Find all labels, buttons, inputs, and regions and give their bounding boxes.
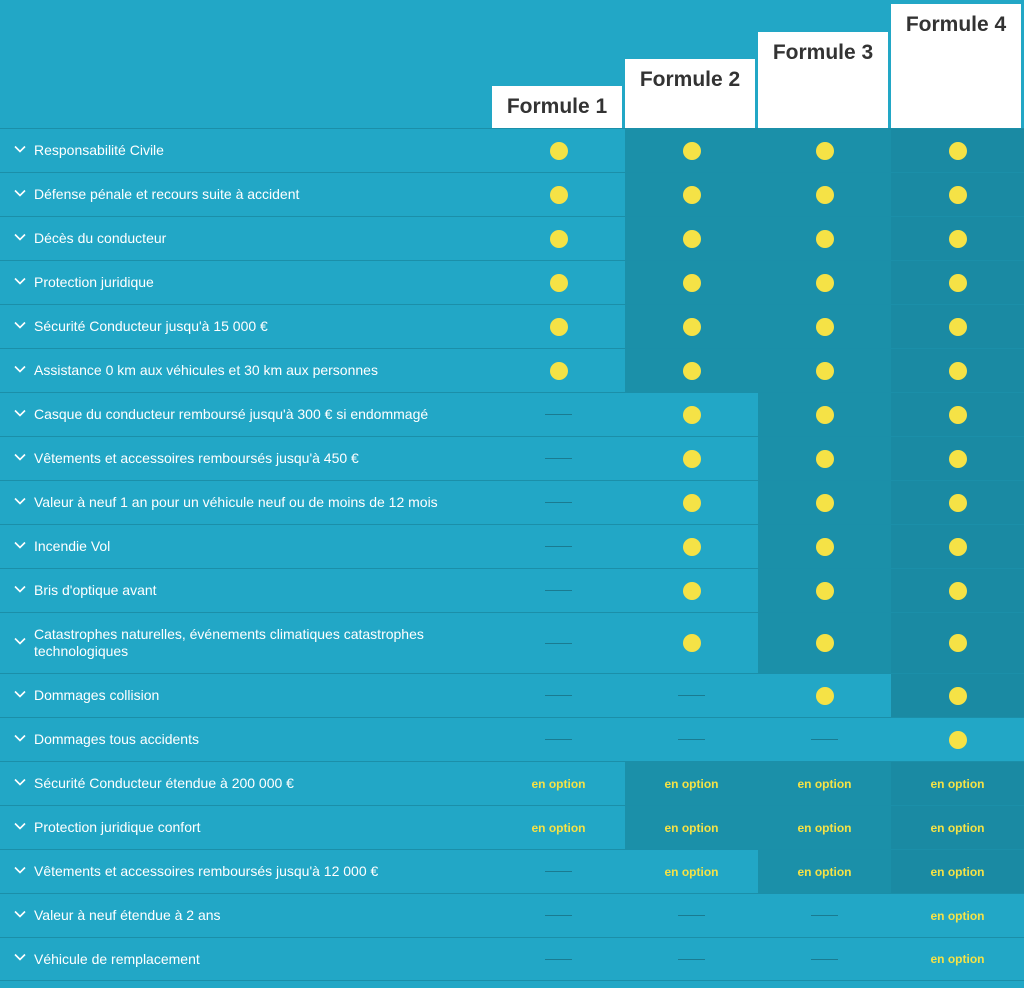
included-dot bbox=[949, 274, 967, 292]
included-dot bbox=[683, 494, 701, 512]
row-label-text: Décès du conducteur bbox=[34, 230, 167, 246]
cell-formule-1 bbox=[492, 217, 625, 260]
chevron-down-icon[interactable] bbox=[13, 186, 27, 200]
chevron-down-icon[interactable] bbox=[13, 907, 27, 921]
option-label: en option bbox=[797, 820, 852, 835]
row-label-text: Responsabilité Civile bbox=[34, 142, 164, 158]
not-included-dash bbox=[545, 546, 572, 547]
included-dot bbox=[683, 538, 701, 556]
cell-formule-1 bbox=[492, 762, 625, 805]
cell-formule-1 bbox=[492, 261, 625, 304]
cell-formule-4 bbox=[891, 806, 1024, 849]
row-label-text: Casque du conducteur remboursé jusqu'à 300 € si endommagé bbox=[34, 406, 429, 422]
included-dot bbox=[683, 450, 701, 468]
not-included-dash bbox=[811, 915, 838, 916]
cell-formule-4 bbox=[891, 349, 1024, 392]
cell-formule-3 bbox=[758, 129, 891, 172]
row-label-text: Valeur à neuf 1 an pour un véhicule neuf ou de moins de 12 mois bbox=[34, 494, 438, 510]
not-included-dash bbox=[678, 695, 705, 696]
formula-header-4[interactable]: Formule 4 bbox=[891, 4, 1021, 128]
included-dot bbox=[949, 582, 967, 600]
cell-formule-3 bbox=[758, 393, 891, 436]
table-row[interactable] bbox=[0, 893, 1024, 937]
option-label: en option bbox=[664, 776, 719, 791]
cell-formule-2 bbox=[625, 613, 758, 673]
included-dot bbox=[949, 406, 967, 424]
row-label-text: Protection juridique confort bbox=[34, 819, 201, 835]
cell-formule-1 bbox=[492, 481, 625, 524]
row-label[interactable] bbox=[0, 850, 492, 893]
cell-formule-4 bbox=[891, 261, 1024, 304]
cell-formule-3 bbox=[758, 894, 891, 937]
included-dot bbox=[550, 230, 568, 248]
chevron-down-icon[interactable] bbox=[13, 230, 27, 244]
cell-formule-1 bbox=[492, 569, 625, 612]
included-dot bbox=[683, 186, 701, 204]
cell-formule-3 bbox=[758, 525, 891, 568]
cell-formule-2 bbox=[625, 305, 758, 348]
cell-formule-2 bbox=[625, 217, 758, 260]
table-row[interactable] bbox=[0, 128, 1024, 172]
option-label: en option bbox=[664, 864, 719, 879]
included-dot bbox=[550, 318, 568, 336]
included-dot bbox=[949, 450, 967, 468]
cell-formule-4 bbox=[891, 613, 1024, 673]
cell-formule-1 bbox=[492, 305, 625, 348]
cell-formule-2 bbox=[625, 349, 758, 392]
cell-formule-3 bbox=[758, 674, 891, 717]
cell-formule-4 bbox=[891, 437, 1024, 480]
cell-formule-3 bbox=[758, 850, 891, 893]
included-dot bbox=[683, 582, 701, 600]
included-dot bbox=[683, 406, 701, 424]
option-label: en option bbox=[930, 908, 985, 923]
not-included-dash bbox=[545, 695, 572, 696]
included-dot bbox=[816, 142, 834, 160]
chevron-down-icon[interactable] bbox=[13, 863, 27, 877]
chevron-down-icon[interactable] bbox=[13, 274, 27, 288]
included-dot bbox=[949, 731, 967, 749]
chevron-down-icon[interactable] bbox=[13, 687, 27, 701]
row-label-text: Bris d'optique avant bbox=[34, 582, 157, 598]
row-label-text: Sécurité Conducteur étendue à 200 000 € bbox=[34, 775, 294, 791]
cell-formule-2 bbox=[625, 762, 758, 805]
table-row[interactable] bbox=[0, 524, 1024, 568]
coverage-table bbox=[0, 128, 1024, 981]
cell-formule-4 bbox=[891, 674, 1024, 717]
row-label[interactable] bbox=[0, 437, 492, 480]
option-label: en option bbox=[531, 820, 586, 835]
row-label-text: Incendie Vol bbox=[34, 538, 111, 554]
cell-formule-1 bbox=[492, 806, 625, 849]
chevron-down-icon[interactable] bbox=[13, 819, 27, 833]
row-label[interactable] bbox=[0, 129, 492, 172]
chevron-down-icon[interactable] bbox=[13, 362, 27, 376]
table-row[interactable] bbox=[0, 216, 1024, 260]
included-dot bbox=[816, 538, 834, 556]
cell-formule-4 bbox=[891, 762, 1024, 805]
row-label[interactable] bbox=[0, 261, 492, 304]
table-row[interactable] bbox=[0, 612, 1024, 673]
included-dot bbox=[949, 494, 967, 512]
table-row[interactable] bbox=[0, 568, 1024, 612]
cell-formule-4 bbox=[891, 393, 1024, 436]
cell-formule-1 bbox=[492, 894, 625, 937]
cell-formule-4 bbox=[891, 718, 1024, 761]
cell-formule-1 bbox=[492, 525, 625, 568]
cell-formule-1 bbox=[492, 393, 625, 436]
formula-header-2[interactable]: Formule 2 bbox=[625, 59, 755, 128]
row-label[interactable] bbox=[0, 806, 492, 849]
cell-formule-4 bbox=[891, 894, 1024, 937]
table-row[interactable] bbox=[0, 761, 1024, 805]
chevron-down-icon[interactable] bbox=[13, 494, 27, 508]
cell-formule-1 bbox=[492, 718, 625, 761]
table-row[interactable] bbox=[0, 849, 1024, 893]
row-label[interactable] bbox=[0, 894, 492, 937]
cell-formule-2 bbox=[625, 894, 758, 937]
cell-formule-3 bbox=[758, 261, 891, 304]
included-dot bbox=[816, 406, 834, 424]
row-label-text: Sécurité Conducteur jusqu'à 15 000 € bbox=[34, 318, 268, 334]
row-label[interactable] bbox=[0, 481, 492, 524]
cell-formule-3 bbox=[758, 938, 891, 980]
included-dot bbox=[550, 186, 568, 204]
table-row[interactable] bbox=[0, 172, 1024, 216]
cell-formule-1 bbox=[492, 437, 625, 480]
not-included-dash bbox=[678, 739, 705, 740]
not-included-dash bbox=[545, 502, 572, 503]
chevron-down-icon[interactable] bbox=[13, 450, 27, 464]
table-row[interactable] bbox=[0, 348, 1024, 392]
included-dot bbox=[816, 494, 834, 512]
table-row[interactable] bbox=[0, 673, 1024, 717]
cell-formule-2 bbox=[625, 525, 758, 568]
cell-formule-1 bbox=[492, 674, 625, 717]
included-dot bbox=[949, 538, 967, 556]
cell-formule-3 bbox=[758, 349, 891, 392]
not-included-dash bbox=[545, 871, 572, 872]
not-included-dash bbox=[545, 739, 572, 740]
row-label[interactable] bbox=[0, 613, 492, 673]
cell-formule-3 bbox=[758, 173, 891, 216]
cell-formule-2 bbox=[625, 850, 758, 893]
included-dot bbox=[683, 362, 701, 380]
included-dot bbox=[949, 186, 967, 204]
included-dot bbox=[816, 634, 834, 652]
cell-formule-2 bbox=[625, 129, 758, 172]
option-label: en option bbox=[797, 776, 852, 791]
cell-formule-3 bbox=[758, 481, 891, 524]
table-row[interactable] bbox=[0, 805, 1024, 849]
included-dot bbox=[949, 142, 967, 160]
included-dot bbox=[816, 318, 834, 336]
cell-formule-4 bbox=[891, 569, 1024, 612]
cell-formule-2 bbox=[625, 569, 758, 612]
row-label[interactable] bbox=[0, 525, 492, 568]
cell-formule-4 bbox=[891, 173, 1024, 216]
cell-formule-4 bbox=[891, 129, 1024, 172]
row-label[interactable] bbox=[0, 762, 492, 805]
row-label-text: Protection juridique bbox=[34, 274, 154, 290]
included-dot bbox=[816, 230, 834, 248]
included-dot bbox=[949, 318, 967, 336]
cell-formule-3 bbox=[758, 718, 891, 761]
row-label-text: Vêtements et accessoires remboursés jusqu'à 12 000 € bbox=[34, 863, 379, 879]
chevron-down-icon[interactable] bbox=[13, 731, 27, 745]
row-label[interactable] bbox=[0, 674, 492, 717]
included-dot bbox=[949, 687, 967, 705]
row-label[interactable] bbox=[0, 305, 492, 348]
formula-headers bbox=[0, 0, 1024, 128]
cell-formule-1 bbox=[492, 173, 625, 216]
not-included-dash bbox=[545, 915, 572, 916]
included-dot bbox=[683, 634, 701, 652]
option-label: en option bbox=[797, 864, 852, 879]
chevron-down-icon[interactable] bbox=[13, 634, 27, 648]
cell-formule-4 bbox=[891, 217, 1024, 260]
formula-header-1[interactable]: Formule 1 bbox=[492, 86, 622, 128]
included-dot bbox=[683, 274, 701, 292]
cell-formule-4 bbox=[891, 481, 1024, 524]
not-included-dash bbox=[545, 414, 572, 415]
cell-formule-2 bbox=[625, 806, 758, 849]
cell-formule-1 bbox=[492, 613, 625, 673]
cell-formule-2 bbox=[625, 437, 758, 480]
cell-formule-3 bbox=[758, 437, 891, 480]
not-included-dash bbox=[545, 590, 572, 591]
row-label[interactable] bbox=[0, 569, 492, 612]
included-dot bbox=[816, 186, 834, 204]
cell-formule-3 bbox=[758, 806, 891, 849]
cell-formule-2 bbox=[625, 938, 758, 980]
row-label[interactable] bbox=[0, 718, 492, 761]
chevron-down-icon[interactable] bbox=[13, 406, 27, 420]
table-row[interactable] bbox=[0, 436, 1024, 480]
chevron-down-icon[interactable] bbox=[13, 142, 27, 156]
included-dot bbox=[816, 687, 834, 705]
chevron-down-icon[interactable] bbox=[13, 775, 27, 789]
cell-formule-4 bbox=[891, 305, 1024, 348]
chevron-down-icon[interactable] bbox=[13, 538, 27, 552]
row-label-text: Assistance 0 km aux véhicules et 30 km aux personnes bbox=[34, 362, 378, 378]
cell-formule-1 bbox=[492, 850, 625, 893]
included-dot bbox=[949, 362, 967, 380]
row-label[interactable] bbox=[0, 349, 492, 392]
table-row[interactable] bbox=[0, 260, 1024, 304]
cell-formule-3 bbox=[758, 305, 891, 348]
cell-formule-2 bbox=[625, 173, 758, 216]
option-label: en option bbox=[930, 952, 985, 966]
row-label-text: Valeur à neuf étendue à 2 ans bbox=[34, 907, 221, 923]
table-row[interactable] bbox=[0, 304, 1024, 348]
chevron-down-icon[interactable] bbox=[13, 582, 27, 596]
option-label: en option bbox=[930, 820, 985, 835]
row-label-text: Dommages collision bbox=[34, 687, 160, 703]
row-label[interactable] bbox=[0, 393, 492, 436]
cell-formule-4 bbox=[891, 850, 1024, 893]
option-label: en option bbox=[664, 820, 719, 835]
cell-formule-4 bbox=[891, 525, 1024, 568]
cell-formule-2 bbox=[625, 261, 758, 304]
formula-header-3[interactable]: Formule 3 bbox=[758, 32, 888, 128]
not-included-dash bbox=[678, 959, 705, 960]
cell-formule-2 bbox=[625, 393, 758, 436]
row-label[interactable] bbox=[0, 217, 492, 260]
chevron-down-icon[interactable] bbox=[13, 950, 27, 964]
not-included-dash bbox=[545, 458, 572, 459]
chevron-down-icon[interactable] bbox=[13, 318, 27, 332]
row-label-text: Vêtements et accessoires remboursés jusqu'à 450 € bbox=[34, 450, 359, 466]
row-label-text: Dommages tous accidents bbox=[34, 731, 199, 747]
included-dot bbox=[683, 318, 701, 336]
included-dot bbox=[550, 142, 568, 160]
included-dot bbox=[949, 230, 967, 248]
cell-formule-2 bbox=[625, 718, 758, 761]
included-dot bbox=[550, 274, 568, 292]
included-dot bbox=[816, 582, 834, 600]
row-label[interactable] bbox=[0, 938, 492, 980]
table-row[interactable] bbox=[0, 480, 1024, 524]
cell-formule-1 bbox=[492, 129, 625, 172]
cell-formule-2 bbox=[625, 481, 758, 524]
included-dot bbox=[550, 362, 568, 380]
included-dot bbox=[949, 634, 967, 652]
not-included-dash bbox=[545, 959, 572, 960]
row-label-text: Défense pénale et recours suite à accident bbox=[34, 186, 300, 202]
cell-formule-3 bbox=[758, 217, 891, 260]
included-dot bbox=[683, 230, 701, 248]
cell-formule-2 bbox=[625, 674, 758, 717]
row-label[interactable] bbox=[0, 173, 492, 216]
not-included-dash bbox=[678, 915, 705, 916]
not-included-dash bbox=[811, 739, 838, 740]
option-label: en option bbox=[930, 776, 985, 791]
cell-formule-3 bbox=[758, 569, 891, 612]
table-row[interactable] bbox=[0, 392, 1024, 436]
included-dot bbox=[683, 142, 701, 160]
table-row[interactable] bbox=[0, 937, 1024, 981]
included-dot bbox=[816, 274, 834, 292]
cell-formule-3 bbox=[758, 613, 891, 673]
included-dot bbox=[816, 362, 834, 380]
cell-formule-4 bbox=[891, 938, 1024, 980]
option-label: en option bbox=[531, 776, 586, 791]
table-row[interactable] bbox=[0, 717, 1024, 761]
not-included-dash bbox=[545, 643, 572, 644]
option-label: en option bbox=[930, 864, 985, 879]
included-dot bbox=[816, 450, 834, 468]
cell-formule-3 bbox=[758, 762, 891, 805]
cell-formule-1 bbox=[492, 938, 625, 980]
not-included-dash bbox=[811, 959, 838, 960]
row-label-text: Véhicule de remplacement bbox=[34, 950, 200, 967]
cell-formule-1 bbox=[492, 349, 625, 392]
row-label-text: Catastrophes naturelles, événements climatiques catastrophes technologiques bbox=[34, 626, 424, 659]
